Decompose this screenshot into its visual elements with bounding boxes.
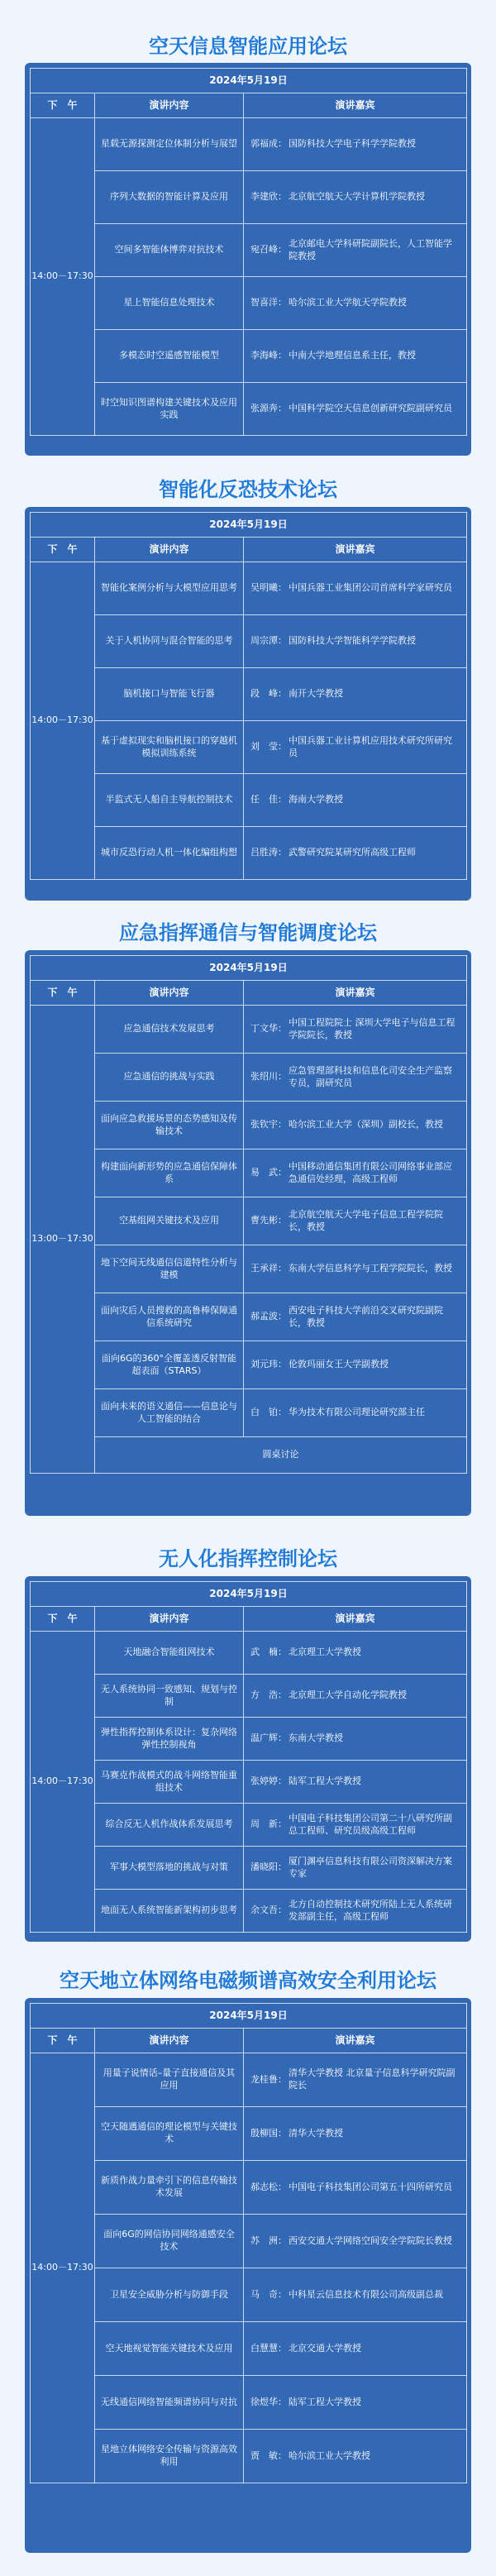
talk-topic: 序列大数据的智能计算及应用 <box>95 171 244 224</box>
talk-topic: 空基组网关键技术及应用 <box>95 1197 244 1245</box>
table-row <box>31 1006 467 1054</box>
talk-speaker <box>244 330 467 383</box>
talk-topic: 城市反恐行动人机一体化编组构想 <box>95 827 244 880</box>
talk-topic: 用量子说情话–量子直接通信及其应用 <box>95 2053 244 2107</box>
speaker-affiliation: 国防科技大学电子科学学院教授 <box>289 138 416 150</box>
talk-topic: 构建面向新形势的应急通信保障体系 <box>95 1149 244 1197</box>
talk-topic: 地面无人系统智能新架构初步思考 <box>95 1890 244 1933</box>
speaker-info <box>250 735 460 760</box>
speaker-affiliation: 华为技术有限公司理论研究部主任 <box>289 1407 425 1418</box>
speaker-affiliation: 哈尔滨工业大学航天学院教授 <box>289 297 407 308</box>
speaker-affiliation: 厦门渊亭信息科技有限公司资深解决方案专家 <box>289 1855 452 1879</box>
speaker-name: 温广辉： <box>250 1732 287 1744</box>
date-row <box>31 1582 467 1607</box>
talk-speaker <box>244 1761 467 1804</box>
table-row <box>31 1054 467 1102</box>
speaker-info <box>250 1119 460 1131</box>
talk-speaker <box>244 1890 467 1933</box>
speaker-info <box>250 794 460 806</box>
talk-topic: 天地融合智能组网技术 <box>95 1632 244 1675</box>
talk-speaker <box>244 2430 467 2483</box>
speaker-info <box>250 2182 460 2194</box>
speaker-affiliation: 东南大学教授 <box>289 1732 343 1744</box>
column-header-topic: 演讲内容 <box>95 93 244 118</box>
speaker-info <box>250 1856 460 1881</box>
session-time: 13:00－17:30 <box>31 1006 95 1474</box>
talk-topic: 星上智能信息处理技术 <box>95 277 244 330</box>
speaker-info <box>250 350 460 362</box>
speaker-info <box>250 2289 460 2301</box>
talk-speaker <box>244 2376 467 2430</box>
table-row <box>31 2376 467 2430</box>
speaker-info <box>250 1407 460 1419</box>
session-date: 2024年5月19日 <box>31 1582 467 1607</box>
talk-speaker <box>244 1675 467 1718</box>
date-row <box>31 69 467 93</box>
forum-title: 智能化反恐技术论坛 <box>159 478 337 501</box>
agenda-table <box>30 955 467 1474</box>
talk-speaker <box>244 615 467 668</box>
header-row <box>31 93 467 118</box>
table-row <box>31 827 467 880</box>
table-row <box>31 2161 467 2215</box>
talk-topic: 卫星安全威胁分析与防御手段 <box>95 2268 244 2322</box>
talk-topic: 空天地视觉智能关键技术及应用 <box>95 2322 244 2376</box>
table-row <box>31 2430 467 2483</box>
table-row <box>31 2107 467 2161</box>
talk-speaker <box>244 1804 467 1847</box>
forum-title: 空天信息智能应用论坛 <box>149 35 347 58</box>
talk-speaker <box>244 2215 467 2268</box>
forum-title: 空天地立体网络电磁频谱高效安全利用论坛 <box>60 1969 436 1992</box>
speaker-info <box>250 403 460 415</box>
speaker-info <box>250 1209 460 1234</box>
agenda-table <box>30 2003 467 2483</box>
speaker-name: 宛召峰： <box>250 244 287 256</box>
speaker-info <box>250 238 460 263</box>
speaker-affiliation: 清华大学教授 <box>289 2127 343 2139</box>
speaker-name: 龙桂鲁： <box>250 2073 287 2085</box>
speaker-name: 张钦宇： <box>250 1119 287 1130</box>
column-header-speaker: 演讲嘉宾 <box>244 981 467 1006</box>
talk-topic: 空间多智能体博弈对抗技术 <box>95 224 244 277</box>
talk-topic: 关于人机协同与混合智能的思考 <box>95 615 244 668</box>
speaker-affiliation: 陆军工程大学教授 <box>289 2396 361 2407</box>
agenda-table <box>30 68 467 436</box>
speaker-affiliation: 国防科技大学智能科学学院教授 <box>289 635 416 647</box>
table-row <box>31 1675 467 1718</box>
speaker-affiliation: 中国兵器工业计算机应用技术研究所研究员 <box>289 734 452 758</box>
column-header-topic: 演讲内容 <box>95 2029 244 2053</box>
talk-topic: 面向6G的360°全覆盖透反射智能超表面（STARS） <box>95 1341 244 1389</box>
table-row <box>31 118 467 171</box>
table-row <box>31 1197 467 1245</box>
speaker-affiliation: 海南大学教授 <box>289 794 343 805</box>
talk-speaker <box>244 2107 467 2161</box>
speaker-name: 余文吾： <box>250 1905 287 1916</box>
talk-speaker <box>244 774 467 827</box>
agenda-table-panel <box>25 63 471 456</box>
speaker-name: 苏 洲： <box>250 2234 287 2246</box>
speaker-name: 张绍川： <box>250 1071 287 1082</box>
speaker-info <box>250 1263 460 1275</box>
header-row <box>31 1607 467 1632</box>
column-header-period: 下 午 <box>31 1607 95 1632</box>
talk-speaker <box>244 827 467 880</box>
table-row <box>31 1341 467 1389</box>
speaker-name: 智喜洋： <box>250 297 287 308</box>
speaker-name: 郭福成： <box>250 138 287 150</box>
speaker-info <box>250 1899 460 1924</box>
talk-speaker <box>244 171 467 224</box>
speaker-info <box>250 1813 460 1838</box>
agenda-table-panel <box>25 950 471 1516</box>
talk-speaker <box>244 1149 467 1197</box>
speaker-info <box>250 2397 460 2409</box>
agenda-table-panel <box>25 1998 471 2553</box>
speaker-name: 方 浩： <box>250 1689 287 1701</box>
talk-speaker <box>244 383 467 436</box>
column-header-topic: 演讲内容 <box>95 981 244 1006</box>
speaker-affiliation: 南开大学教授 <box>289 688 343 700</box>
table-row <box>31 1389 467 1437</box>
table-row <box>31 1149 467 1197</box>
header-row <box>31 538 467 562</box>
session-time: 14:00－17:30 <box>31 2053 95 2483</box>
speaker-info <box>250 2235 460 2248</box>
table-row <box>31 277 467 330</box>
speaker-affiliation: 北京理工大学教授 <box>289 1646 361 1658</box>
talk-topic: 空天随遇通信的理论模型与关键技术 <box>95 2107 244 2161</box>
column-header-period: 下 午 <box>31 981 95 1006</box>
table-row <box>31 1761 467 1804</box>
speaker-info <box>250 1359 460 1371</box>
talk-topic: 面向应急救援场景的态势感知及传输技术 <box>95 1102 244 1149</box>
agenda-table <box>30 1581 467 1933</box>
talk-topic: 应急通信技术发展思考 <box>95 1006 244 1054</box>
header-row <box>31 981 467 1006</box>
speaker-affiliation: 北方自动控制技术研究所陆上无人系统研发部副主任，高级工程师 <box>289 1898 452 1922</box>
talk-topic: 时空知识图谱构建关键技术及应用实践 <box>95 383 244 436</box>
speaker-affiliation: 哈尔滨工业大学（深圳）副校长，教授 <box>289 1119 443 1130</box>
speaker-name: 李海峰： <box>250 350 287 361</box>
talk-topic: 脑机接口与智能飞行器 <box>95 668 244 721</box>
table-row <box>31 1632 467 1675</box>
talk-speaker <box>244 1054 467 1102</box>
speaker-affiliation: 中国科学院空天信息创新研究院副研究员 <box>289 403 452 414</box>
speaker-name: 王承祥： <box>250 1263 287 1274</box>
column-header-speaker: 演讲嘉宾 <box>244 538 467 562</box>
speaker-info <box>250 2343 460 2355</box>
speaker-info <box>250 1161 460 1186</box>
table-row <box>31 2053 467 2107</box>
speaker-name: 潘晓阳： <box>250 1862 287 1873</box>
speaker-info <box>250 688 460 700</box>
talk-speaker <box>244 277 467 330</box>
agenda-table-panel <box>25 1576 471 1942</box>
column-header-period: 下 午 <box>31 538 95 562</box>
speaker-name: 李建欣： <box>250 191 287 203</box>
talk-speaker <box>244 118 467 171</box>
speaker-name: 丁文华： <box>250 1023 287 1035</box>
talk-topic: 星地立体网络安全传输与资源高效利用 <box>95 2430 244 2483</box>
speaker-affiliation: 北京邮电大学科研院副院长，人工智能学院教授 <box>289 237 452 261</box>
speaker-affiliation: 中国移动通信集团有限公司网络事业部应急通信处经理，高级工程师 <box>289 1160 452 1184</box>
talk-speaker <box>244 668 467 721</box>
speaker-name: 武 楠： <box>250 1646 287 1658</box>
header-row <box>31 2029 467 2053</box>
speaker-info <box>250 1775 460 1788</box>
talk-speaker <box>244 224 467 277</box>
date-row <box>31 513 467 538</box>
session-date: 2024年5月19日 <box>31 513 467 538</box>
talk-speaker <box>244 1006 467 1054</box>
speaker-name: 曹先彬： <box>250 1215 287 1226</box>
talk-topic: 无人系统协同一致感知、规划与控制 <box>95 1675 244 1718</box>
speaker-name: 白慧慧： <box>250 2342 287 2354</box>
column-header-speaker: 演讲嘉宾 <box>244 1607 467 1632</box>
talk-topic: 无线通信网络智能频谱协同与对抗 <box>95 2376 244 2430</box>
talk-topic: 多模态时空遥感智能模型 <box>95 330 244 383</box>
speaker-name: 吕胜涛： <box>250 847 287 858</box>
table-row <box>31 2268 467 2322</box>
speaker-name: 郝志松： <box>250 2181 287 2192</box>
speaker-affiliation: 东南大学信息科学与工程学院院长，教授 <box>289 1263 452 1274</box>
table-row <box>31 171 467 224</box>
talk-topic: 综合反无人机作战体系发展思考 <box>95 1804 244 1847</box>
talk-speaker <box>244 1632 467 1675</box>
session-time: 14:00－17:30 <box>31 562 95 880</box>
roundtable-discussion: 圆桌讨论 <box>95 1437 467 1474</box>
speaker-affiliation: 武警研究院某研究所高级工程师 <box>289 847 416 858</box>
talk-topic: 新质作战力量牵引下的信息传输技术发展 <box>95 2161 244 2215</box>
talk-topic: 马赛克作战模式的战斗网络智能重组技术 <box>95 1761 244 1804</box>
speaker-affiliation: 西安交通大学网络空间安全学院院长教授 <box>289 2234 452 2246</box>
talk-topic: 基于虚拟现实和脑机接口的穿越机模拟训练系统 <box>95 721 244 774</box>
talk-topic: 军事大模型落地的挑战与对策 <box>95 1847 244 1890</box>
session-time: 14:00－17:30 <box>31 1632 95 1933</box>
speaker-info <box>250 1646 460 1659</box>
speaker-affiliation: 陆军工程大学教授 <box>289 1775 361 1787</box>
talk-speaker <box>244 1197 467 1245</box>
speaker-name: 贾 敏： <box>250 2449 287 2461</box>
session-date: 2024年5月19日 <box>31 2004 467 2029</box>
table-row <box>31 1804 467 1847</box>
table-row <box>31 1293 467 1341</box>
talk-topic: 地下空间无线通信信道特性分析与建模 <box>95 1245 244 1293</box>
session-date: 2024年5月19日 <box>31 956 467 981</box>
speaker-affiliation: 哈尔滨工业大学教授 <box>289 2449 370 2461</box>
speaker-info <box>250 2067 460 2092</box>
speaker-name: 徐煜华： <box>250 2396 287 2407</box>
speaker-name: 白 铂： <box>250 1407 287 1418</box>
talk-topic: 星载无源探测定位体制分析与展望 <box>95 118 244 171</box>
speaker-info <box>250 1017 460 1042</box>
speaker-affiliation: 清华大学教授 北京量子信息科学研究院副院长 <box>289 2067 455 2091</box>
speaker-info <box>250 847 460 859</box>
speaker-affiliation: 中国工程院院士 深圳大学电子与信息工程学院院长，教授 <box>289 1016 455 1040</box>
column-header-topic: 演讲内容 <box>95 538 244 562</box>
talk-speaker <box>244 1718 467 1761</box>
speaker-affiliation: 中科星云信息技术有限公司高级副总裁 <box>289 2288 443 2300</box>
speaker-info <box>250 1305 460 1330</box>
agenda-table <box>30 512 467 880</box>
closing-row <box>31 1437 467 1474</box>
speaker-name: 刘 莹： <box>250 741 287 753</box>
speaker-name: 张源奔： <box>250 403 287 414</box>
speaker-info <box>250 582 460 595</box>
speaker-name: 吴明曦： <box>250 582 287 594</box>
date-row <box>31 956 467 981</box>
talk-speaker <box>244 1389 467 1437</box>
talk-topic: 面向6G的网信协同网络通感安全技术 <box>95 2215 244 2268</box>
talk-speaker <box>244 562 467 615</box>
talk-speaker <box>244 2053 467 2107</box>
speaker-info <box>250 1732 460 1745</box>
talk-speaker <box>244 1847 467 1890</box>
speaker-info <box>250 138 460 151</box>
table-row <box>31 1102 467 1149</box>
talk-speaker <box>244 1341 467 1389</box>
agenda-table-panel <box>25 507 471 901</box>
talk-topic: 面向未来的语义通信——信息论与人工智能的结合 <box>95 1389 244 1437</box>
speaker-info <box>250 297 460 309</box>
talk-speaker <box>244 1245 467 1293</box>
speaker-info <box>250 2128 460 2140</box>
speaker-name: 周 新： <box>250 1818 287 1830</box>
speaker-affiliation: 伦敦玛丽女王大学副教授 <box>289 1359 389 1370</box>
talk-speaker <box>244 2161 467 2215</box>
speaker-affiliation: 中国电子科技集团公司第五十四所研究员 <box>289 2181 452 2192</box>
speaker-info <box>250 635 460 648</box>
talk-topic: 应急通信的挑战与实践 <box>95 1054 244 1102</box>
talk-topic: 弹性指挥控制体系设计：复杂网络弹性控制视角 <box>95 1718 244 1761</box>
speaker-name: 张婷婷： <box>250 1775 287 1787</box>
speaker-affiliation: 中国电子科技集团公司第二十八研究所副总工程师、研究员级高级工程师 <box>289 1812 452 1836</box>
talk-speaker <box>244 2268 467 2322</box>
speaker-affiliation: 西安电子科技大学前沿交叉研究院副院长，教授 <box>289 1304 443 1328</box>
table-row <box>31 224 467 277</box>
table-row <box>31 774 467 827</box>
table-row <box>31 1847 467 1890</box>
table-row <box>31 721 467 774</box>
speaker-name: 殷柳国： <box>250 2127 287 2139</box>
forum-title: 无人化指挥控制论坛 <box>159 1547 337 1570</box>
speaker-affiliation: 应急管理部科技和信息化司安全生产监察专员，副研究员 <box>289 1064 452 1088</box>
table-row <box>31 2322 467 2376</box>
speaker-affiliation: 中南大学地理信息系主任，教授 <box>289 350 416 361</box>
table-row <box>31 1718 467 1761</box>
talk-speaker <box>244 1293 467 1341</box>
speaker-name: 郝孟波： <box>250 1311 287 1322</box>
session-date: 2024年5月19日 <box>31 69 467 93</box>
speaker-affiliation: 北京交通大学教授 <box>289 2342 361 2354</box>
speaker-name: 马 奇： <box>250 2288 287 2300</box>
column-header-speaker: 演讲嘉宾 <box>244 2029 467 2053</box>
speaker-affiliation: 北京航空航天大学计算机学院教授 <box>289 191 425 203</box>
speaker-info <box>250 1065 460 1090</box>
table-row <box>31 668 467 721</box>
forum-title: 应急指挥通信与智能调度论坛 <box>119 921 377 944</box>
date-row <box>31 2004 467 2029</box>
talk-topic: 面向灾后人员搜救的高鲁棒保障通信系统研究 <box>95 1293 244 1341</box>
table-row <box>31 383 467 436</box>
speaker-name: 周宗潭： <box>250 635 287 647</box>
talk-topic: 智能化案例分析与大模型应用思考 <box>95 562 244 615</box>
table-row <box>31 1890 467 1933</box>
speaker-name: 任 佳： <box>250 794 287 805</box>
session-time: 14:00－17:30 <box>31 118 95 436</box>
table-row <box>31 1245 467 1293</box>
speaker-affiliation: 中国兵器工业集团公司首席科学家研究员 <box>289 582 452 594</box>
speaker-info <box>250 1689 460 1702</box>
talk-speaker <box>244 721 467 774</box>
speaker-name: 段 峰： <box>250 688 287 700</box>
column-header-period: 下 午 <box>31 93 95 118</box>
talk-topic: 半监式无人船自主导航控制技术 <box>95 774 244 827</box>
table-row <box>31 562 467 615</box>
speaker-info <box>250 191 460 203</box>
column-header-period: 下 午 <box>31 2029 95 2053</box>
speaker-affiliation: 北京理工大学自动化学院教授 <box>289 1689 407 1701</box>
speaker-name: 刘元玮： <box>250 1359 287 1370</box>
column-header-topic: 演讲内容 <box>95 1607 244 1632</box>
speaker-info <box>250 2450 460 2463</box>
speaker-name: 易 武： <box>250 1167 287 1178</box>
talk-speaker <box>244 1102 467 1149</box>
table-row <box>31 330 467 383</box>
table-row <box>31 615 467 668</box>
speaker-affiliation: 北京航空航天大学电子信息工程学院院长，教授 <box>289 1208 443 1232</box>
column-header-speaker: 演讲嘉宾 <box>244 93 467 118</box>
table-row <box>31 2215 467 2268</box>
talk-speaker <box>244 2322 467 2376</box>
